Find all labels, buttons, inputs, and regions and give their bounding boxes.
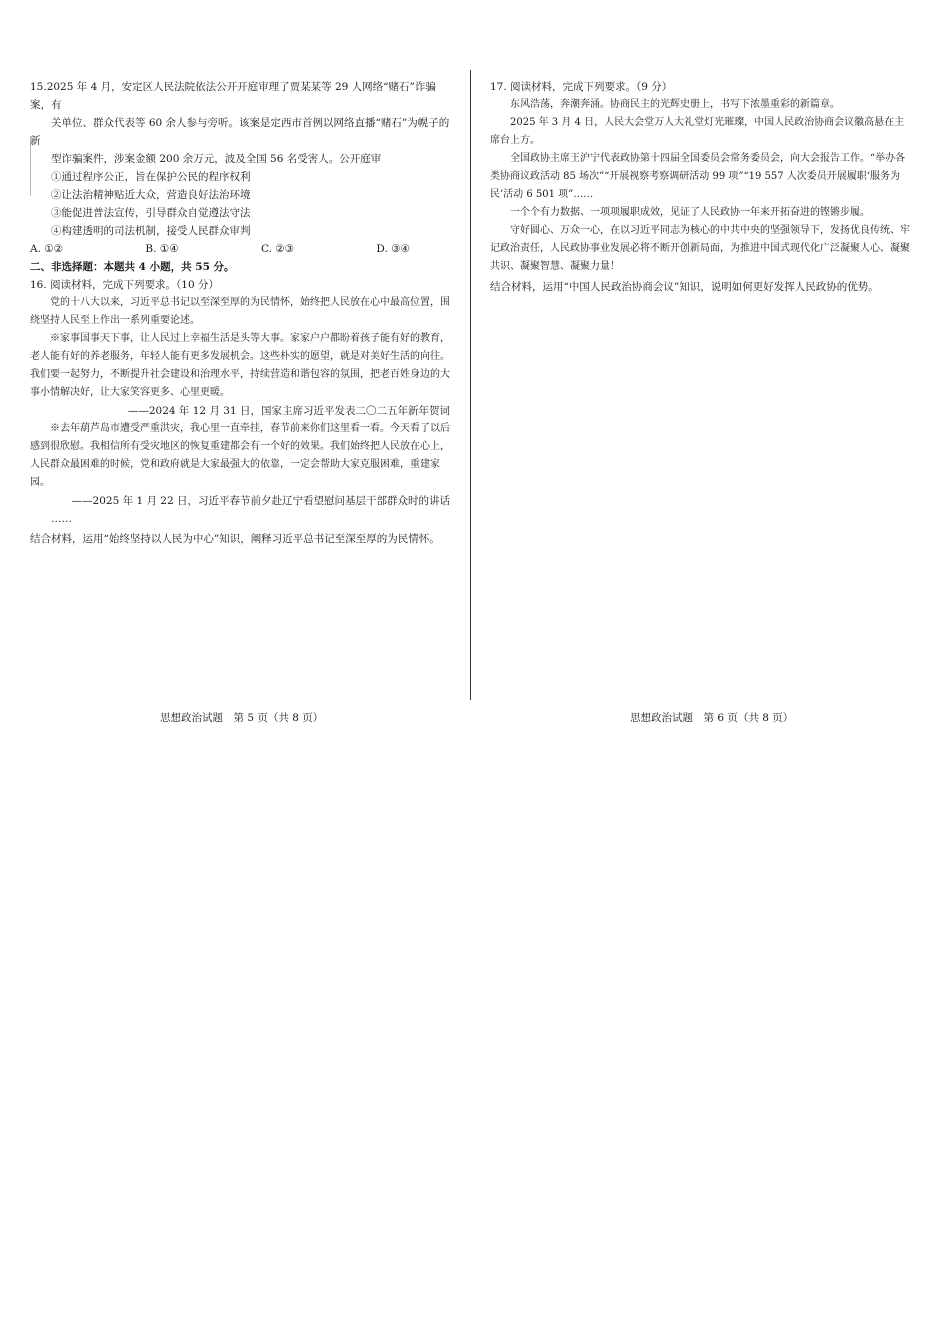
q16-task: 结合材料，运用“始终坚持以人民为中心”知识，阐释习近平总书记至深至厚的为民情怀。 — [30, 533, 440, 545]
q15-statement-3: ③能促进普法宣传，引导群众自觉遵法守法 — [51, 207, 251, 219]
q15-stem-line2: 关单位、群众代表等 60 余人参与旁听。该案是定西市首例以网络直播“赌石”为幌子的新 — [30, 117, 450, 147]
q16-material-2: ※去年葫芦岛市遭受严重洪灾，我心里一直牵挂，春节前来你们这里看一看。今天看了以后感到很欣慰。我相信所有受灾地区的恢复重建都会有一个好的效果。我们始终把人民放在心上，人民群众最困难的时候，党和政府就是大家最强大的依靠，一定会帮助大家克服困难，重建家园。 — [30, 423, 450, 488]
q15-choices — [30, 240, 410, 258]
q15-stem-line3: 型诈骗案件，涉案金额 200 余万元，波及全国 56 名受害人。公开庭审 — [51, 153, 382, 165]
question-17 — [490, 78, 910, 296]
q17-task: 结合材料，运用“中国人民政治协商会议”知识，说明如何更好发挥人民政协的优势。 — [490, 281, 879, 293]
q15-choice-c[interactable]: C. ②③ — [260, 243, 295, 255]
left-column — [30, 78, 450, 548]
q17-material-4: 一个个有力数据、一项项履职成效，见证了人民政协一年来开拓奋进的铿锵步履。 — [510, 207, 870, 218]
question-16 — [30, 276, 450, 548]
q16-source-2: ——2025 年 1 月 22 日，习近平春节前夕赴辽宁看望慰问基层干部群众时的讲话 — [71, 495, 450, 507]
q17-material-5: 守好圆心、万众一心，在以习近平同志为核心的中共中央的坚强领导下，发扬优良传统、牢记政治责任，人民政协事业发展必将不断开创新局面，为推进中国式现代化广泛凝聚人心、凝聚共识、凝聚智慧、凝聚力量！ — [490, 225, 910, 272]
q15-choice-a[interactable]: A. ①② — [30, 243, 64, 255]
q17-material-1: 东风浩荡，奔潮奔涌。协商民主的光辉史册上，书写下浓墨重彩的新篇章。 — [510, 99, 840, 110]
q15-choice-d[interactable]: D. ③④ — [376, 243, 410, 255]
q15-statement-2: ②让法治精神贴近大众，营造良好法治环境 — [51, 189, 251, 201]
right-column — [490, 78, 910, 296]
q17-material-3: 全国政协主席王沪宁代表政协第十四届全国委员会常务委员会，向大会报告工作。“举办各类协商议政活动 85 场次”“开展视察考察调研活动 99 项”“19 557 人次委员开展履职‘服务为民’活动 6 501 项”…… — [490, 153, 906, 200]
q16-source-1: ——2024 年 12 月 31 日，国家主席习近平发表二〇二五年新年贺词 — [127, 405, 450, 417]
q17-material-2: 2025 年 3 月 4 日，人民大会堂万人大礼堂灯光璀璨，中国人民政治协商会议徽高悬在主席台上方。 — [490, 117, 905, 146]
q16-title: 16. 阅读材料，完成下列要求。（10 分） — [30, 279, 219, 291]
question-15 — [30, 78, 450, 258]
column-divider — [470, 70, 471, 700]
q16-ellipsis: …… — [51, 513, 72, 525]
q16-material-1: ※家事国事天下事，让人民过上幸福生活是头等大事。家家户户都盼着孩子能有好的教育，老人能有好的养老服务，年轻人能有更多发展机会。这些朴实的愿望，就是对美好生活的向往。我们要一起努力，不断提升社会建设和治理水平，持续营造和谐包容的氛围，把老百姓身边的大事小情解决好，让大家笑容更多、心里更暖。 — [30, 333, 450, 398]
page-footer-right: 思想政治试题 第 6 页（共 8 页） — [630, 712, 794, 724]
q15-statement-4: ④构建透明的司法机制，接受人民群众审判 — [51, 225, 251, 237]
q15-statement-1: ①通过程序公正，旨在保护公民的程序权利 — [51, 171, 251, 183]
q15-choice-b[interactable]: B. ①④ — [145, 243, 179, 255]
section-2-heading: 二、非选择题：本题共 4 小题，共 55 分。 — [30, 261, 235, 273]
q15-stem-line1: 15.2025 年 4 月，安定区人民法院依法公开开庭审理了贾某某等 29 人网络“赌石”诈骗案，有 — [30, 81, 436, 111]
page-footer-left: 思想政治试题 第 5 页（共 8 页） — [160, 712, 324, 724]
q16-material-intro: 党的十八大以来，习近平总书记以至深至厚的为民情怀，始终把人民放在心中最高位置，围绕坚持人民至上作出一系列重要论述。 — [30, 297, 450, 326]
q17-title: 17. 阅读材料，完成下列要求。（9 分） — [490, 81, 673, 93]
